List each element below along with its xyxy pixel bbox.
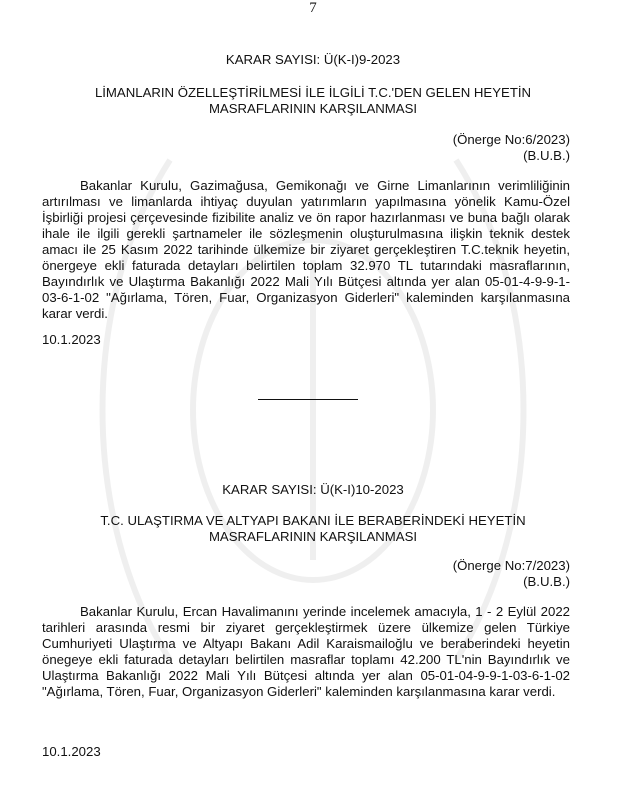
decision-title-line2: MASRAFLARININ KARŞILANMASI (208, 529, 418, 544)
decision-date: 10.1.2023 (42, 744, 101, 759)
decision-body: Bakanlar Kurulu, Gazimağusa, Gemikonağı ve Girne Limanlarının verimliliğinin artırılması ve limanlarda ihtiyaç duyulan yatırımların yapılmasına yönelik Kamu-Özel İşbirliği projesi çerçevesinde fizibilite analiz ve ön rapor hazırlanması ve buna bağlı olarak ihale ile ilgili gerekli şartnameler ile sözleşmenin oluşturulmasına ilişkin teknik destek amacı ile 25 Kasım 2022 tarihinde ülkemize bir ziyaret gerçekleştiren T.C.teknik heyetin, önergeye ekli faturada detayları belirtilen toplam 32.970 TL tutarındaki masraflarının, Bayındırlık ve Ulaştırma Bakanlığı 2022 Mali Yılı Bütçesi altında yer alan 05-01-4-9-9-1-03-6-1-02 "Ağırlama, Tören, Fuar, Organizasyon Giderleri" kaleminden karşılanmasına karar verdi. (42, 178, 570, 321)
decision-title-line2: MASRAFLARININ KARŞILANMASI (208, 101, 418, 116)
motion-number: (Önerge No:6/2023) (452, 132, 570, 147)
motion-number: (Önerge No:7/2023) (452, 558, 570, 573)
bub-label: (B.U.B.) (523, 574, 570, 589)
page-number: 7 (309, 0, 317, 16)
decision-body: Bakanlar Kurulu, Ercan Havalimanını yerinde incelemek amacıyla, 1 - 2 Eylül 2022 tarihleri arasında resmi bir ziyaret gerçekleştirmek üzere ülkemize gelen Türkiye Cumhuriyeti Ulaştırma ve Altyapı Bakanı Adil Karaismailoğlu ve beraberindeki heyetin önegeye ekli faturada detayları belirtilen masraflar toplamı 42.200 TL'nin Bayındırlık ve Ulaştırma Bakanlığı 2022 Mali Yılı Bütçesi altında yer alan 05-01-04-9-9-1-03-6-1-02 "Ağırlama, Tören, Fuar, Organizasyon Giderleri" kaleminden karşılanmasına karar verdi. (42, 604, 570, 699)
decision-title-line1: LİMANLARIN ÖZELLEŞTİRİLMESİ İLE İLGİLİ T.C.'DEN GELEN HEYETİN (94, 85, 532, 100)
decision-number: KARAR SAYISI: Ü(K-I)9-2023 (225, 52, 401, 67)
decision-title-line1: T.C. ULAŞTIRMA VE ALTYAPI BAKANI İLE BERABERİNDEKİ HEYETİN (100, 513, 526, 528)
section-divider (258, 399, 358, 400)
bub-label: (B.U.B.) (523, 148, 570, 163)
decision-number: KARAR SAYISI: Ü(K-I)10-2023 (222, 482, 404, 497)
decision-date: 10.1.2023 (42, 332, 101, 347)
